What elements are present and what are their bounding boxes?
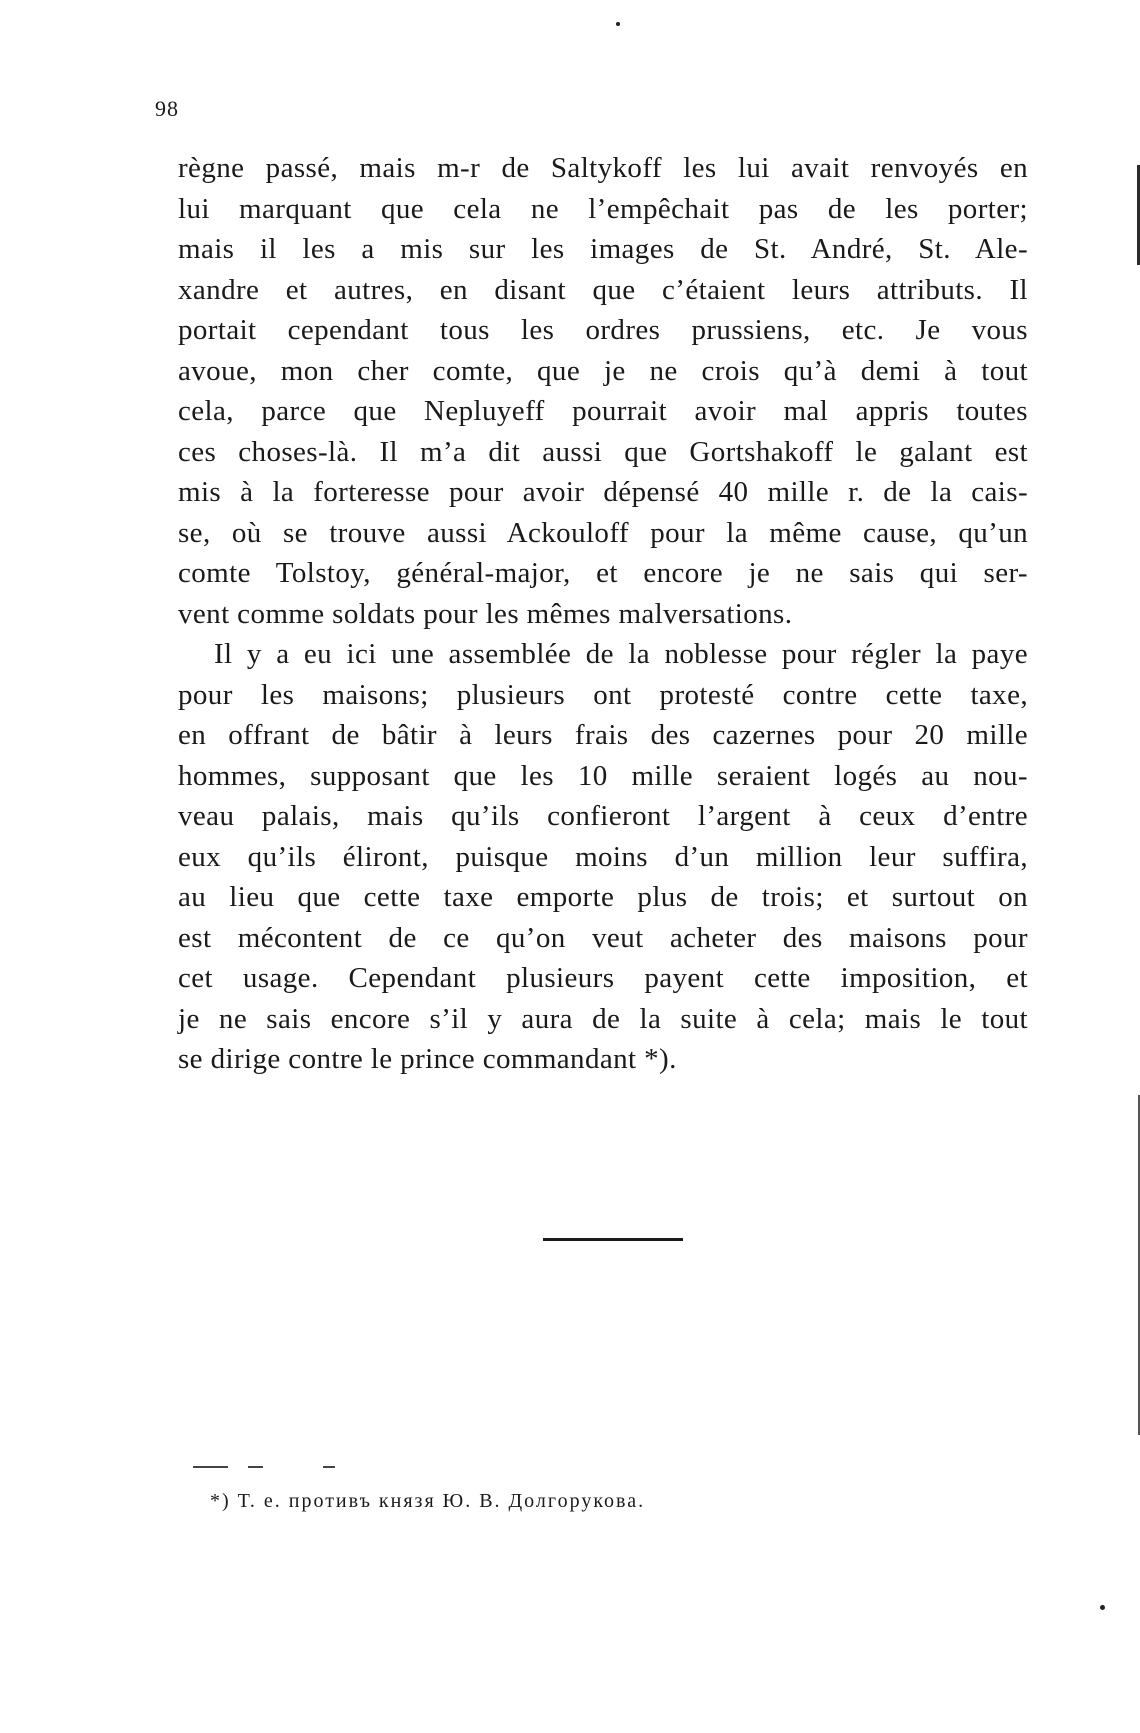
- text-line: xandre et autres, en disant que c’étaient leurs attributs. Il: [178, 273, 1028, 306]
- text-line: cela, parce que Nepluyeff pourrait avoir mal appris toutes: [178, 395, 1028, 427]
- scan-speck: [1100, 1605, 1105, 1610]
- text-line: pour les maisons; plusieurs ont protesté contre cette taxe,: [178, 678, 1028, 711]
- text-line: règne passé, mais m-r de Saltykoff les lui avait renvoyés en: [178, 152, 1028, 184]
- text-line: je ne sais encore s’il y aura de la suite à cela; mais le tout: [178, 1002, 1028, 1035]
- text-line: mais il les a mis sur les images de St. André, St. Ale-: [178, 233, 1028, 265]
- footnote-rule: [193, 1466, 348, 1467]
- text-line: veau palais, mais qu’ils confieront l’argent à ceux d’entre: [178, 800, 1028, 832]
- text-line: Il y a eu ici une assemblée de la noblesse pour régler la paye: [214, 638, 1028, 670]
- footnote: *) Т. е. противъ князя Ю. В. Долгорукова.: [210, 1490, 646, 1512]
- body-text: [178, 148, 1028, 1080]
- text-line: au lieu que cette taxe emporte plus de trois; et surtout on: [178, 881, 1028, 913]
- text-line: se, où se trouve aussi Ackouloff pour la même cause, qu’un: [178, 516, 1028, 549]
- text-line: ces choses-là. Il m’a dit aussi que Gortshakoff le galant est: [178, 435, 1028, 468]
- text-line: vent comme soldats pour les mêmes malversations.: [178, 597, 793, 630]
- scan-speck: [616, 22, 620, 26]
- text-line: cet usage. Cependant plusieurs payent cette imposition, et: [178, 962, 1028, 994]
- text-line: hommes, supposant que les 10 mille seraient logés au nou-: [178, 759, 1028, 792]
- paragraph: [178, 148, 1028, 634]
- section-divider: [543, 1238, 683, 1241]
- text-line: se dirige contre le prince commandant *).: [178, 1043, 677, 1075]
- text-line: portait cependant tous les ordres prussiens, etc. Je vous: [178, 314, 1028, 346]
- page-number: 98: [155, 96, 179, 121]
- text-line: en offrant de bâtir à leurs frais des cazernes pour 20 mille: [178, 719, 1028, 751]
- paragraph: [178, 634, 1028, 1080]
- text-line: lui marquant que cela ne l’empêchait pas de les porter;: [178, 192, 1028, 225]
- text-line: est mécontent de ce qu’on veut acheter des maisons pour: [178, 921, 1028, 954]
- text-line: mis à la forteresse pour avoir dépensé 40 mille r. de la cais-: [178, 476, 1028, 508]
- text-line: eux qu’ils éliront, puisque moins d’un million leur suffira,: [178, 840, 1028, 873]
- text-line: avoue, mon cher comte, que je ne crois qu’à demi à tout: [178, 354, 1028, 387]
- text-line: comte Tolstoy, général-major, et encore je ne sais qui ser-: [178, 557, 1028, 589]
